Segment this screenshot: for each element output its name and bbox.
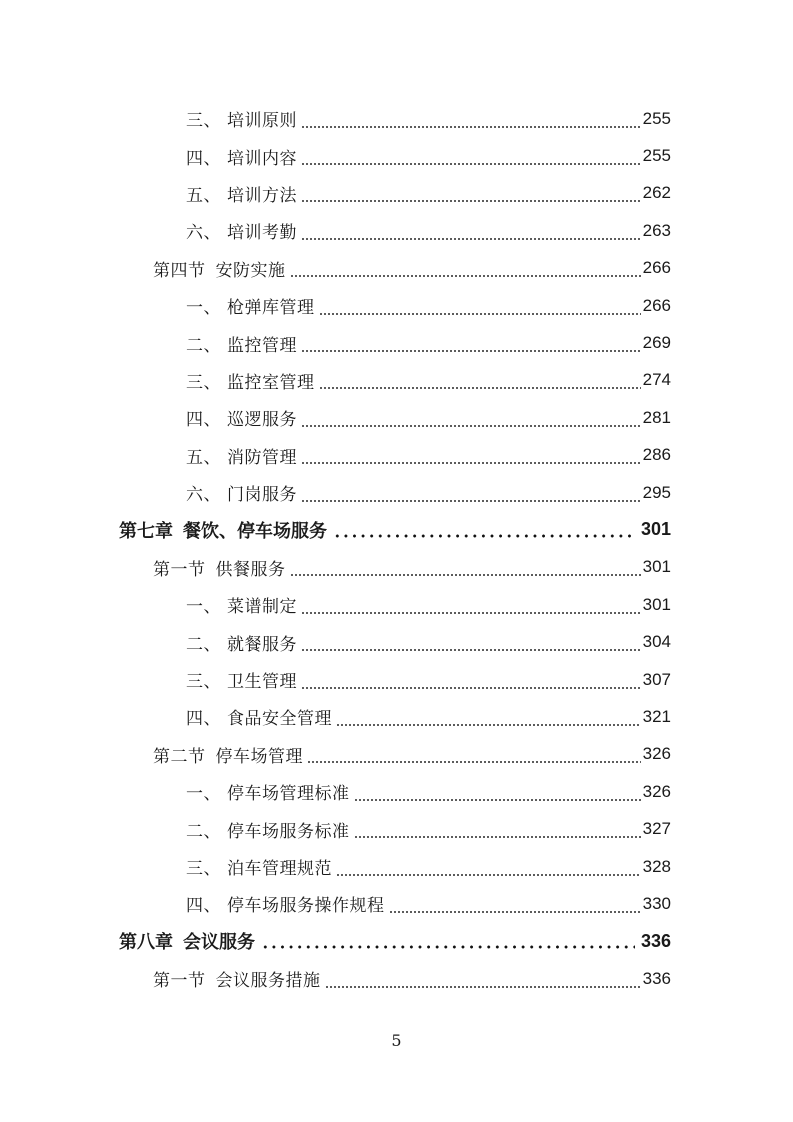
toc-entry-text: 培训考勤 (227, 223, 297, 244)
toc-entry-section[interactable] (0, 549, 793, 586)
dot-leader (301, 119, 641, 129)
toc-entry-number: 第一节 (153, 559, 206, 580)
toc-entry-text: 菜谱制定 (227, 597, 297, 618)
toc-entry-page: 263 (642, 220, 671, 240)
toc-entry-title (186, 592, 297, 617)
toc-entry-number: 四、 (186, 410, 221, 431)
dot-leader (301, 343, 641, 353)
toc-entry-title (186, 218, 297, 243)
toc-entry-title (186, 405, 297, 430)
dot-leader (336, 717, 641, 727)
dot-leader (301, 231, 641, 241)
toc-entry-text: 消防管理 (227, 447, 297, 468)
dot-leader (301, 493, 641, 503)
toc-entry-page: 336 (640, 930, 671, 951)
toc-entry-number: 一、 (186, 298, 221, 319)
dot-leader (301, 642, 641, 652)
toc-entry-item[interactable] (0, 586, 793, 623)
toc-entry-page: 274 (642, 370, 671, 390)
toc-entry-title (186, 891, 385, 916)
toc-entry-item[interactable] (0, 100, 793, 137)
dot-leader (261, 941, 635, 951)
toc-entry-title (153, 742, 303, 767)
dot-leader (389, 904, 641, 914)
toc-entry-title (186, 779, 350, 804)
toc-entry-page: 286 (642, 445, 671, 465)
toc-entry-number: 二、 (186, 634, 221, 655)
toc-entry-text: 就餐服务 (227, 634, 297, 655)
toc-entry-page: 326 (642, 744, 671, 764)
toc-entry-item[interactable] (0, 324, 793, 361)
toc-entry-item[interactable] (0, 212, 793, 249)
dot-leader (325, 979, 641, 989)
toc-entry-number: 三、 (186, 111, 221, 132)
toc-entry-number: 五、 (186, 447, 221, 468)
dot-leader (301, 680, 641, 690)
dot-leader (354, 792, 641, 802)
toc-entry-page: 255 (642, 146, 671, 166)
toc-entry-item[interactable] (0, 623, 793, 660)
toc-entry-number: 三、 (186, 672, 221, 693)
toc-entry-section[interactable] (0, 736, 793, 773)
toc-entry-chapter[interactable] (0, 511, 793, 548)
toc-entry-title (119, 928, 255, 954)
dot-leader (290, 567, 641, 577)
toc-entry-number: 四、 (186, 148, 221, 169)
toc-entry-title (186, 480, 297, 505)
toc-entry-page: 262 (642, 183, 671, 203)
toc-entry-title (186, 443, 297, 468)
dot-leader (301, 156, 641, 166)
toc-entry-section[interactable] (0, 250, 793, 287)
page-number: 5 (391, 1031, 402, 1050)
dot-leader (301, 193, 641, 203)
toc-entry-page: 328 (642, 856, 671, 876)
dot-leader (301, 455, 641, 465)
toc-entry-text: 监控管理 (227, 335, 297, 356)
toc-entry-text: 停车场服务操作规程 (227, 896, 385, 917)
toc-entry-text: 停车场服务标准 (227, 821, 350, 842)
dot-leader (319, 380, 641, 390)
toc-entry-page: 326 (642, 781, 671, 801)
toc-entry-text: 停车场管理 (215, 746, 303, 767)
toc-entry-title (153, 555, 286, 580)
toc-entry-title (186, 704, 332, 729)
toc-entry-text: 停车场管理标准 (227, 784, 350, 805)
toc-entry-title (153, 966, 321, 991)
dot-leader (307, 754, 641, 764)
toc-entry-page: 307 (642, 669, 671, 689)
toc-entry-title (119, 517, 327, 543)
toc-entry-page: 255 (642, 108, 671, 128)
toc-entry-text: 会议服务措施 (215, 971, 321, 992)
toc-entry-text: 巡逻服务 (227, 410, 297, 431)
toc-entry-chapter[interactable] (0, 923, 793, 960)
toc-entry-title (186, 854, 332, 879)
toc-entry-text: 培训内容 (227, 148, 297, 169)
toc-entry-item[interactable] (0, 287, 793, 324)
toc-entry-number: 六、 (186, 485, 221, 506)
toc-entry-number: 第四节 (153, 260, 206, 281)
dot-leader (290, 268, 641, 278)
toc-entry-text: 培训方法 (227, 185, 297, 206)
toc-entry-number: 三、 (186, 859, 221, 879)
toc-entry-item[interactable] (0, 848, 793, 885)
toc-entry-title (153, 256, 286, 281)
toc-entry-number: 三、 (186, 372, 221, 393)
toc-entry-item[interactable] (0, 437, 793, 474)
toc-entry-page: 304 (642, 632, 671, 652)
toc-entry-text: 餐饮、停车场服务 (183, 520, 327, 542)
toc-entry-text: 安防实施 (215, 260, 286, 281)
dot-leader (336, 867, 641, 877)
toc-entry-title (186, 293, 315, 318)
toc-entry-item[interactable] (0, 698, 793, 735)
toc-entry-title (186, 630, 297, 655)
toc-entry-page: 301 (640, 519, 671, 540)
toc-entry-title (186, 181, 297, 206)
toc-entry-page: 321 (642, 706, 671, 726)
toc-entry-number: 四、 (186, 709, 221, 730)
toc-entry-text: 食品安全管理 (227, 709, 332, 730)
toc-entry-number: 第一节 (153, 971, 206, 992)
toc-entry-item[interactable] (0, 175, 793, 212)
toc-entry-item[interactable] (0, 661, 793, 698)
toc-entry-item[interactable] (0, 399, 793, 436)
toc-entry-item[interactable] (0, 810, 793, 847)
toc-entry-item[interactable] (0, 773, 793, 810)
toc-entry-title (186, 144, 297, 169)
toc-entry-text: 枪弹库管理 (227, 298, 315, 319)
toc-entry-page: 336 (642, 968, 671, 988)
toc-entry-number: 六、 (186, 223, 221, 244)
toc-entry-title (186, 817, 350, 842)
toc-entry-page: 269 (642, 333, 671, 353)
dot-leader (301, 605, 641, 615)
toc-entry-page: 327 (642, 819, 671, 839)
dot-leader (333, 530, 635, 540)
toc-entry-number: 第二节 (153, 746, 206, 767)
toc-entry-number: 四、 (186, 896, 221, 917)
toc-entry-title (186, 368, 315, 393)
toc-entry-title (186, 667, 297, 692)
toc-entry-number: 五、 (186, 185, 221, 206)
toc-entry-item[interactable] (0, 137, 793, 174)
toc-entry-page: 301 (642, 557, 671, 577)
toc-entry-page: 281 (642, 407, 671, 427)
toc-entry-page: 266 (642, 295, 671, 315)
toc-entry-title (186, 106, 297, 131)
toc-entry-number: 一、 (186, 784, 221, 805)
toc-entry-number: 一、 (186, 597, 221, 618)
toc-entry-text: 门岗服务 (227, 485, 297, 506)
toc-entry-title (186, 331, 297, 356)
dot-leader (354, 829, 641, 839)
toc-entry-number: 第七章 (119, 520, 173, 542)
toc-entry-text: 会议服务 (183, 932, 255, 954)
toc-entry-number: 二、 (186, 821, 221, 842)
toc-entry-text: 卫生管理 (227, 672, 297, 693)
toc-entry-number: 第八章 (119, 932, 173, 954)
dot-leader (301, 418, 641, 428)
toc-entry-text: 培训原则 (227, 111, 297, 132)
table-of-contents (0, 100, 793, 997)
toc-entry-page: 330 (642, 893, 671, 913)
toc-entry-section[interactable] (0, 960, 793, 997)
toc-entry-page: 301 (642, 594, 671, 614)
toc-entry-item[interactable] (0, 885, 793, 922)
toc-entry-item[interactable] (0, 362, 793, 399)
toc-entry-page: 266 (642, 258, 671, 278)
toc-entry-page: 295 (642, 482, 671, 502)
toc-entry-text: 供餐服务 (215, 559, 286, 580)
toc-entry-text: 监控室管理 (227, 372, 315, 393)
toc-entry-item[interactable] (0, 474, 793, 511)
toc-entry-number: 二、 (186, 335, 221, 356)
toc-entry-text: 泊车管理规范 (227, 859, 332, 879)
dot-leader (319, 306, 641, 316)
